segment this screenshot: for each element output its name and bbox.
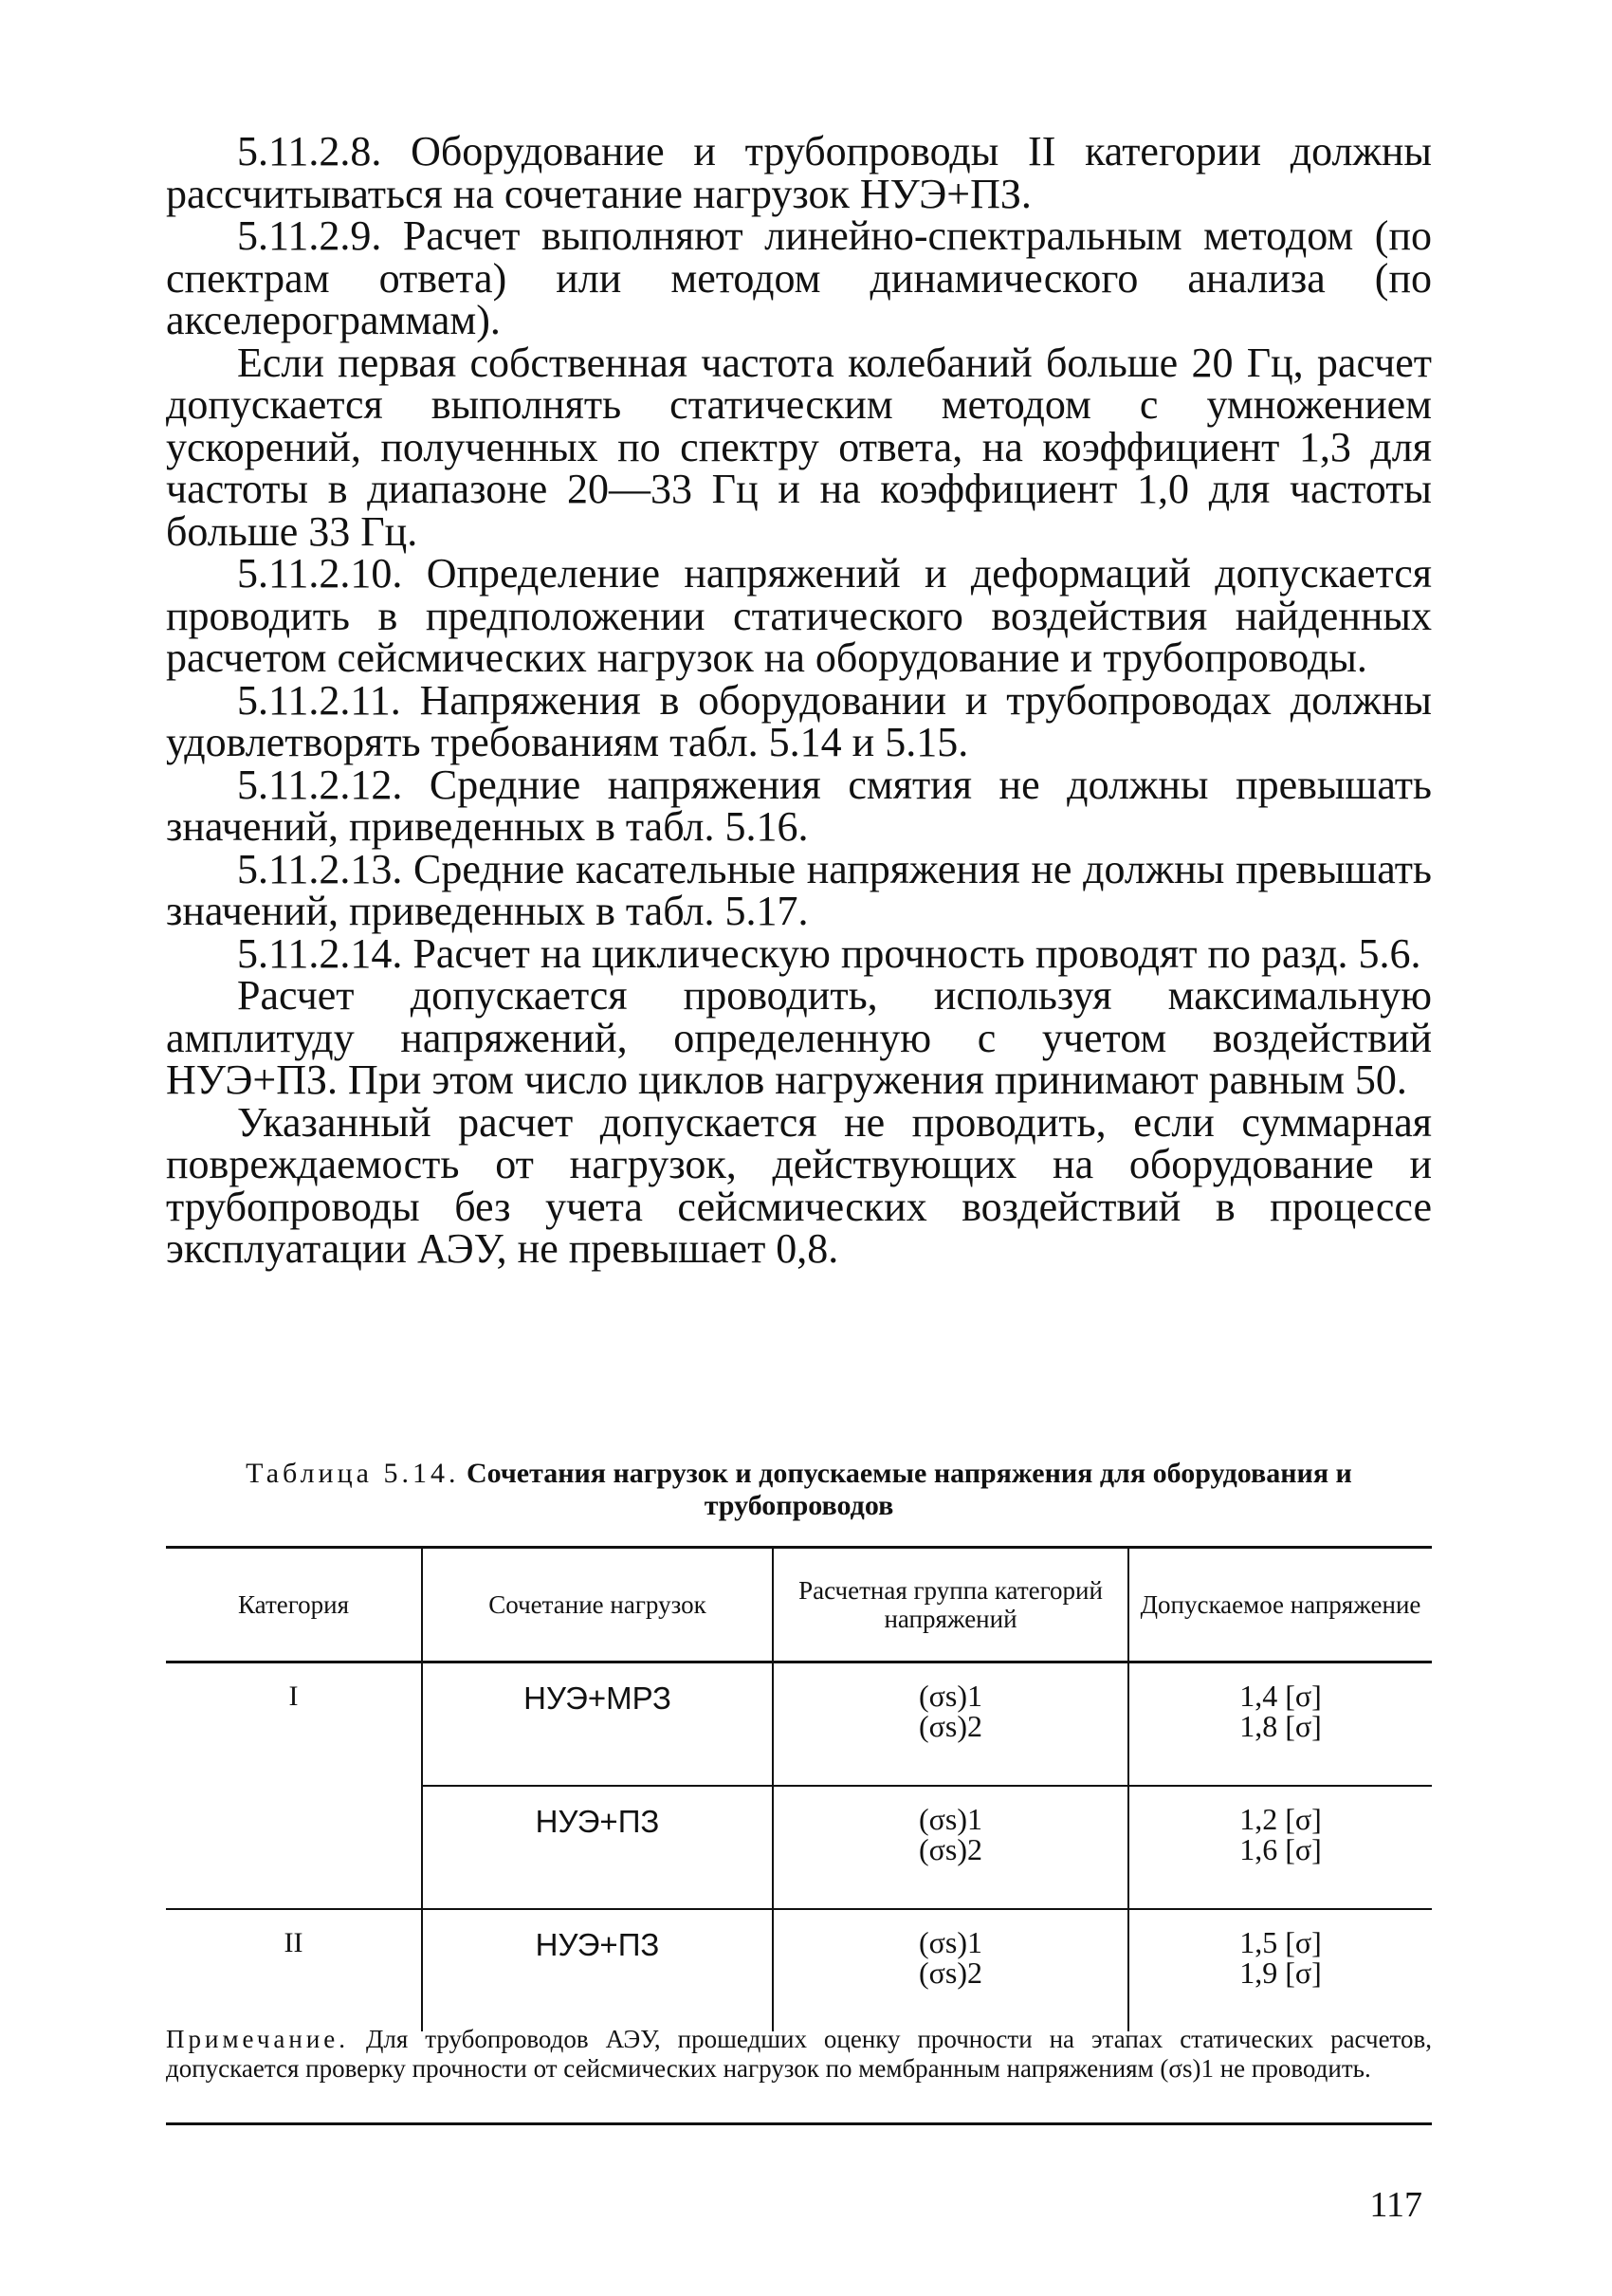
category-value: II — [284, 1927, 303, 1958]
table-note — [166, 2025, 1432, 2084]
cell-allowable — [1128, 1909, 1432, 2031]
stress-group-value: (σs)1 — [918, 1925, 982, 1959]
stress-group-value: (σs)2 — [918, 1956, 982, 1990]
cell-stress-group — [773, 1662, 1128, 1787]
table-header-row — [166, 1548, 1432, 1662]
allowable-value: 1,4 [σ] — [1239, 1679, 1322, 1713]
loads-table — [166, 1546, 1432, 2031]
combination-value: НУЭ+МРЗ — [523, 1681, 671, 1716]
cell-combination — [422, 1909, 773, 2031]
page-number: 117 — [1369, 2185, 1422, 2225]
stress-group-value: (σs)1 — [918, 1679, 982, 1713]
paragraph: 5.11.2.11. Напряжения в оборудовании и трубопроводах должны удовлетворять требованиям табл. 5.14 и 5.15. — [166, 676, 1432, 765]
combination-value: НУЭ+ПЗ — [535, 1927, 660, 1962]
cell-stress-group — [773, 1909, 1128, 2031]
paragraph: Если первая собственная частота колебаний больше 20 Гц, расчет допускается выполнять статическим методом с умножением ускорений, полученных по спектру ответа, на коэффициент 1,3 для частоты в диапазоне 20—33 Гц и на коэффициент 1,0 для частоты больше 33 Гц. — [166, 339, 1432, 555]
note-label: Примечание. — [166, 2025, 350, 2053]
paragraph: Указанный расчет допускается не проводить, если суммарная повреждаемость от нагрузок, действующих на оборудование и трубопроводы без учета сейсмических воздействий в процессе эксплуатации АЭУ, не превышает 0,8. — [166, 1098, 1432, 1272]
table-row — [166, 1662, 1432, 1787]
allowable-value: 1,2 [σ] — [1239, 1802, 1322, 1836]
stress-group-value: (σs)2 — [918, 1709, 982, 1743]
paragraph: 5.11.2.12. Средние напряжения смятия не должны превышать значений, приведенных в табл. 5.16. — [166, 761, 1432, 850]
note-text: Для трубопроводов АЭУ, прошедших оценку прочности на этапах статических расчетов, допускается проверку прочности от сейсмических нагрузок по мембранным напряжениям (σs)1 не проводить. — [166, 2025, 1433, 2083]
table-row — [166, 1909, 1432, 2031]
paragraph: 5.11.2.10. Определение напряжений и деформаций допускается проводить в предположении статического воздействия найденных расчетом сейсмических нагрузок на оборудование и трубопроводы. — [166, 550, 1432, 681]
header-allowable-stress: Допускаемое напряжение — [1128, 1548, 1432, 1662]
paragraph: 5.11.2.9. Расчет выполняют линейно-спектральным методом (по спектрам ответа) или методом динамического анализа (по акселерограммам). — [166, 212, 1432, 343]
paragraph: 5.11.2.14. Расчет на циклическую прочность проводят по разд. 5.6. — [237, 929, 1421, 977]
header-category: Категория — [166, 1548, 422, 1662]
header-stress-group: Расчетная группа категорий напряжений — [773, 1548, 1128, 1662]
allowable-value: 1,5 [σ] — [1239, 1925, 1322, 1959]
allowable-value: 1,9 [σ] — [1239, 1956, 1322, 1990]
allowable-value: 1,6 [σ] — [1239, 1832, 1322, 1866]
stress-group-value: (σs)2 — [918, 1832, 982, 1866]
table-caption-text: Сочетания нагрузок и допускаемые напряжения для оборудования и трубопроводов — [466, 1458, 1352, 1521]
body-text — [166, 128, 1432, 1272]
allowable-value: 1,8 [σ] — [1239, 1709, 1322, 1743]
cell-combination — [422, 1786, 773, 1909]
stress-group-value: (σs)1 — [918, 1802, 982, 1836]
cell-category — [166, 1662, 422, 1910]
cell-stress-group — [773, 1786, 1128, 1909]
paragraph: 5.11.2.8. Оборудование и трубопроводы II категории должны рассчитываться на сочетание нагрузок НУЭ+ПЗ. — [166, 128, 1432, 217]
paragraph: 5.11.2.13. Средние касательные напряжения не должны превышать значений, приведенных в табл. 5.17. — [166, 845, 1432, 934]
cell-allowable — [1128, 1786, 1432, 1909]
table-caption-label: Таблица 5.14. — [246, 1458, 460, 1489]
header-load-combination: Сочетание нагрузок — [422, 1548, 773, 1662]
table-caption — [166, 1458, 1432, 1522]
combination-value: НУЭ+ПЗ — [535, 1804, 660, 1839]
paragraph: Расчет допускается проводить, используя максимальную амплитуду напряжений, определенную с учетом воздействий НУЭ+ПЗ. При этом число циклов нагружения принимают равным 50. — [166, 972, 1432, 1103]
note-divider — [166, 2122, 1432, 2125]
cell-category — [166, 1909, 422, 2031]
cell-combination — [422, 1662, 773, 1787]
cell-allowable — [1128, 1662, 1432, 1787]
category-value: I — [288, 1681, 299, 1712]
